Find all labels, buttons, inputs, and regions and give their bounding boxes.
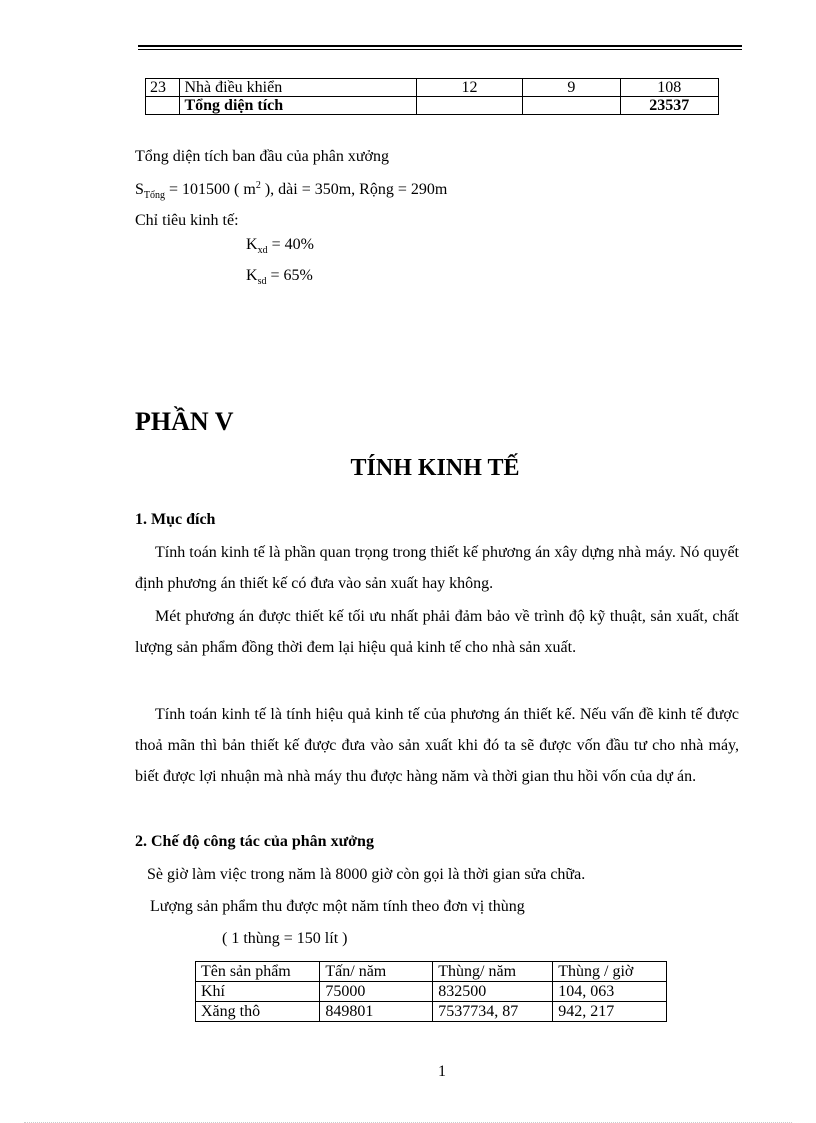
kxd-subscript: xd — [257, 245, 268, 256]
initial-area-line: Tổng diện tích ban đầu của phân xưởng — [135, 148, 389, 165]
header-tons-per-year: Tấn/ năm — [320, 962, 433, 982]
table-header-row — [196, 962, 667, 982]
area-table — [145, 78, 719, 115]
kxd-formula — [246, 236, 314, 256]
kxd-symbol: K — [246, 236, 258, 253]
barrels-per-year: 7537734, 87 — [433, 1002, 553, 1022]
barrels-per-hour: 942, 217 — [553, 1002, 667, 1022]
working-hours-line: Sè giờ làm việc trong năm là 8000 giờ còn gọi là thời gian sửa chữa. — [147, 866, 586, 883]
product-name: Khí — [196, 982, 320, 1002]
header-barrels-per-year: Thùng/ năm — [433, 962, 553, 982]
ksd-symbol: K — [246, 267, 258, 284]
total-empty-cell — [416, 97, 522, 115]
criteria-label: Chỉ tiêu kinh tế: — [135, 212, 239, 229]
section1-paragraph-1: Tính toán kinh tế là phần quan trọng trong thiết kế phương án xây dựng nhà máy. Nó quyết định phương án thiết kế có đưa vào sản xuất hay không. — [135, 544, 739, 592]
total-label: Tổng diện tích — [180, 97, 416, 115]
area-superscript: 2 — [255, 180, 261, 191]
page-number: 1 — [438, 1063, 446, 1080]
tons-per-year: 849801 — [320, 1002, 433, 1022]
row-number: 23 — [146, 79, 180, 97]
section1-paragraph-2: Mét phương án được thiết kế tối ưu nhất phải đảm bảo về trình độ kỹ thuật, sản xuất, chất lượng sản phẩm đồng thời đem lại hiệu quả kinh tế cho nhà sản xuất. — [135, 608, 739, 656]
table-row — [146, 79, 719, 97]
table-total-row — [146, 97, 719, 115]
product-table — [195, 961, 667, 1022]
area-dimensions: ), dài = 350m, Rộng = 290m — [260, 181, 448, 198]
ksd-formula — [246, 267, 313, 287]
ksd-value: = 65% — [266, 267, 313, 284]
total-empty-cell — [523, 97, 620, 115]
table-row — [196, 982, 667, 1002]
row-width: 9 — [523, 79, 620, 97]
product-name: Xăng thô — [196, 1002, 320, 1022]
area-formula — [135, 180, 447, 201]
tons-per-year: 75000 — [320, 982, 433, 1002]
area-value: = 101500 ( m — [165, 181, 256, 198]
total-value: 23537 — [620, 97, 718, 115]
area-symbol: S — [135, 181, 144, 198]
header-rule-thick — [138, 45, 742, 47]
row-area: 108 — [620, 79, 718, 97]
table-row — [196, 1002, 667, 1022]
area-subscript: Tổng — [143, 190, 166, 201]
barrels-per-year: 832500 — [433, 982, 553, 1002]
header-rule-thin — [138, 49, 742, 50]
section1-heading: 1. Mục đích — [135, 511, 216, 528]
chapter-title: TÍNH KINH TẾ — [350, 455, 520, 481]
section2-heading: 2. Chế độ công tác của phân xưởng — [135, 833, 374, 850]
row-name: Nhà điều khiển — [180, 79, 416, 97]
header-product: Tên sản phẩm — [196, 962, 320, 982]
row-length: 12 — [416, 79, 522, 97]
part-heading: PHẦN V — [135, 407, 234, 436]
barrel-definition: ( 1 thùng = 150 lít ) — [222, 930, 348, 947]
kxd-value: = 40% — [267, 236, 314, 253]
header-barrels-per-hour: Thùng / giờ — [553, 962, 667, 982]
total-empty-cell — [146, 97, 180, 115]
ksd-subscript: sd — [257, 276, 267, 287]
product-unit-line: Lượng sản phẩm thu được một năm tính theo đơn vị thùng — [150, 898, 525, 915]
section1-paragraph-3: Tính toán kinh tế là tính hiệu quả kinh tế của phương án thiết kế. Nếu vấn đề kinh tế được thoả mãn thì bản thiết kế được đưa vào sản xuất khi đó ta sẽ được vốn đầu tư cho nhà máy, biết được lợi nhuận mà nhà máy thu được hàng năm và thời gian thu hồi vốn của dự án. — [135, 706, 739, 785]
barrels-per-hour: 104, 063 — [553, 982, 667, 1002]
